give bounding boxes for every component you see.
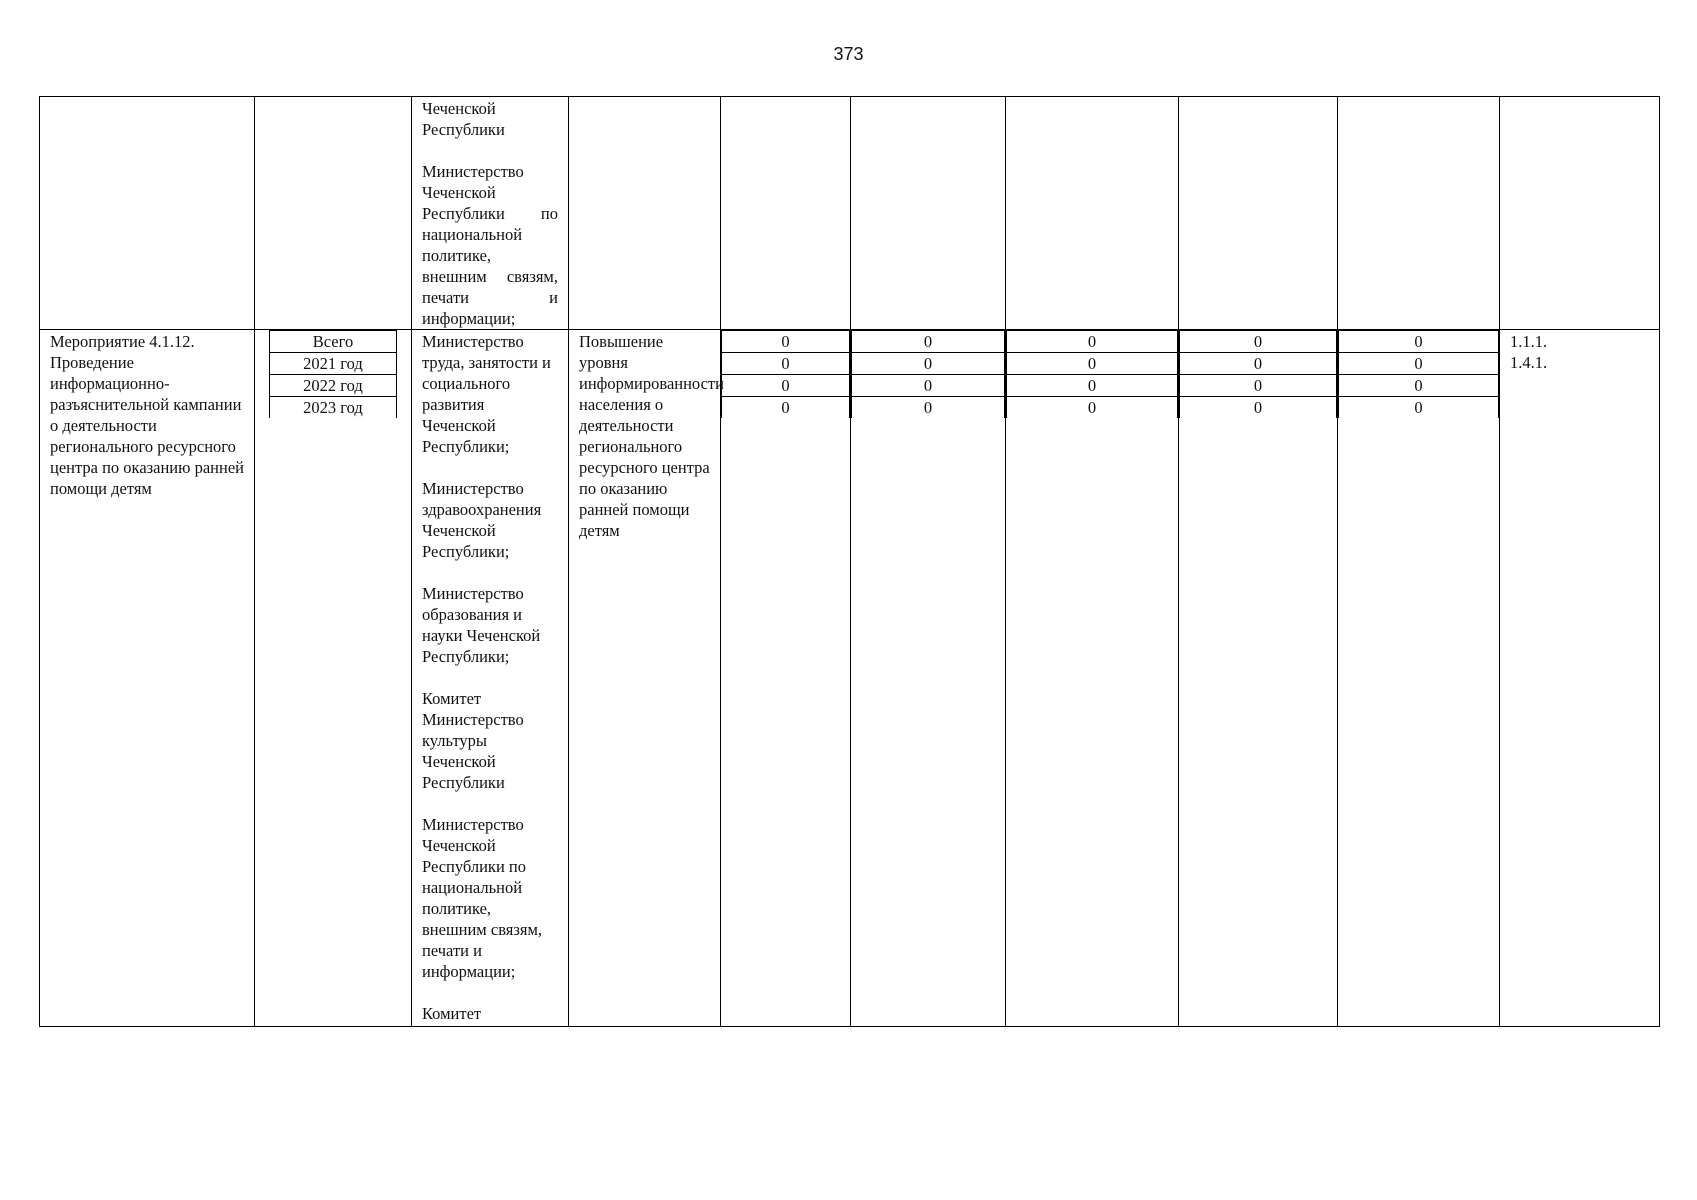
executors-cell [412, 330, 569, 1027]
result-text: Повышение уровня информированности населения о деятельности регионального ресурсного центра по оказанию ранней помощи детям [579, 332, 724, 540]
period-cell [255, 330, 412, 1027]
value-cell: 0 [1180, 353, 1337, 375]
value-cell: 0 [1339, 375, 1499, 397]
value-cell: 0 [1007, 353, 1178, 375]
value-cell: 0 [722, 375, 850, 397]
value-column [1338, 330, 1500, 1027]
value-cell: 0 [722, 331, 850, 353]
value-cell-empty [851, 97, 1006, 330]
page-number: 373 [833, 44, 864, 64]
measure-text: Мероприятие 4.1.12. Проведение информационно-разъяснительной кампании о деятельности регионального ресурсного центра по оказанию ранней помощи детям [50, 332, 244, 498]
value-cell: 0 [1007, 331, 1178, 353]
period-list [269, 330, 397, 418]
value-cell: 0 [852, 397, 1005, 419]
value-cell-empty [1006, 97, 1179, 330]
value-cell: 0 [1339, 331, 1499, 353]
measure-cell [40, 330, 255, 1027]
value-cell-empty [1338, 97, 1500, 330]
value-cell: 0 [1007, 397, 1178, 419]
program-table [39, 96, 1660, 1027]
value-cell: 0 [1180, 397, 1337, 419]
continuation-row [40, 97, 1660, 330]
value-cell: 0 [722, 353, 850, 375]
value-cell: 0 [1007, 375, 1178, 397]
period-label: Всего [270, 331, 397, 353]
result-cell-empty [569, 97, 721, 330]
indicator-cell [1500, 330, 1660, 1027]
value-column [1006, 330, 1179, 1027]
executors-cell [412, 97, 569, 330]
value-cell: 0 [852, 331, 1005, 353]
indicator-cell-empty [1500, 97, 1660, 330]
measure-cell-empty [40, 97, 255, 330]
value-column [1179, 330, 1338, 1027]
value-cell: 0 [852, 353, 1005, 375]
value-cell: 0 [1339, 353, 1499, 375]
value-cell: 0 [852, 375, 1005, 397]
period-label: 2023 год [270, 397, 397, 419]
value-cell-empty [721, 97, 851, 330]
period-label: 2022 год [270, 375, 397, 397]
result-cell [569, 330, 724, 1027]
value-cell: 0 [1180, 375, 1337, 397]
executors-text: Чеченской Республики Министерство Чеченской Республики по национальной политике, внешним связям, печати и информации; [422, 99, 558, 328]
period-label: 2021 год [270, 353, 397, 375]
value-cell: 0 [722, 397, 850, 419]
value-column [851, 330, 1006, 1027]
value-column [721, 330, 851, 1027]
measure-row [40, 330, 1660, 1027]
value-cell-empty [1179, 97, 1338, 330]
value-cell: 0 [1339, 397, 1499, 419]
indicator-codes: 1.1.1. 1.4.1. [1510, 332, 1548, 372]
executors-text: Министерство труда, занятости и социального развития Чеченской Республики; Министерство здравоохранения Чеченской Республики; Министерство образования и науки Чеченской Республики; Комитет Министерство культуры Чеченской Республики Министерство Чеченской Республики по национальной политике, внешним связям, печати и информации; Комитет [422, 332, 551, 1023]
period-cell-empty [255, 97, 412, 330]
value-cell: 0 [1180, 331, 1337, 353]
